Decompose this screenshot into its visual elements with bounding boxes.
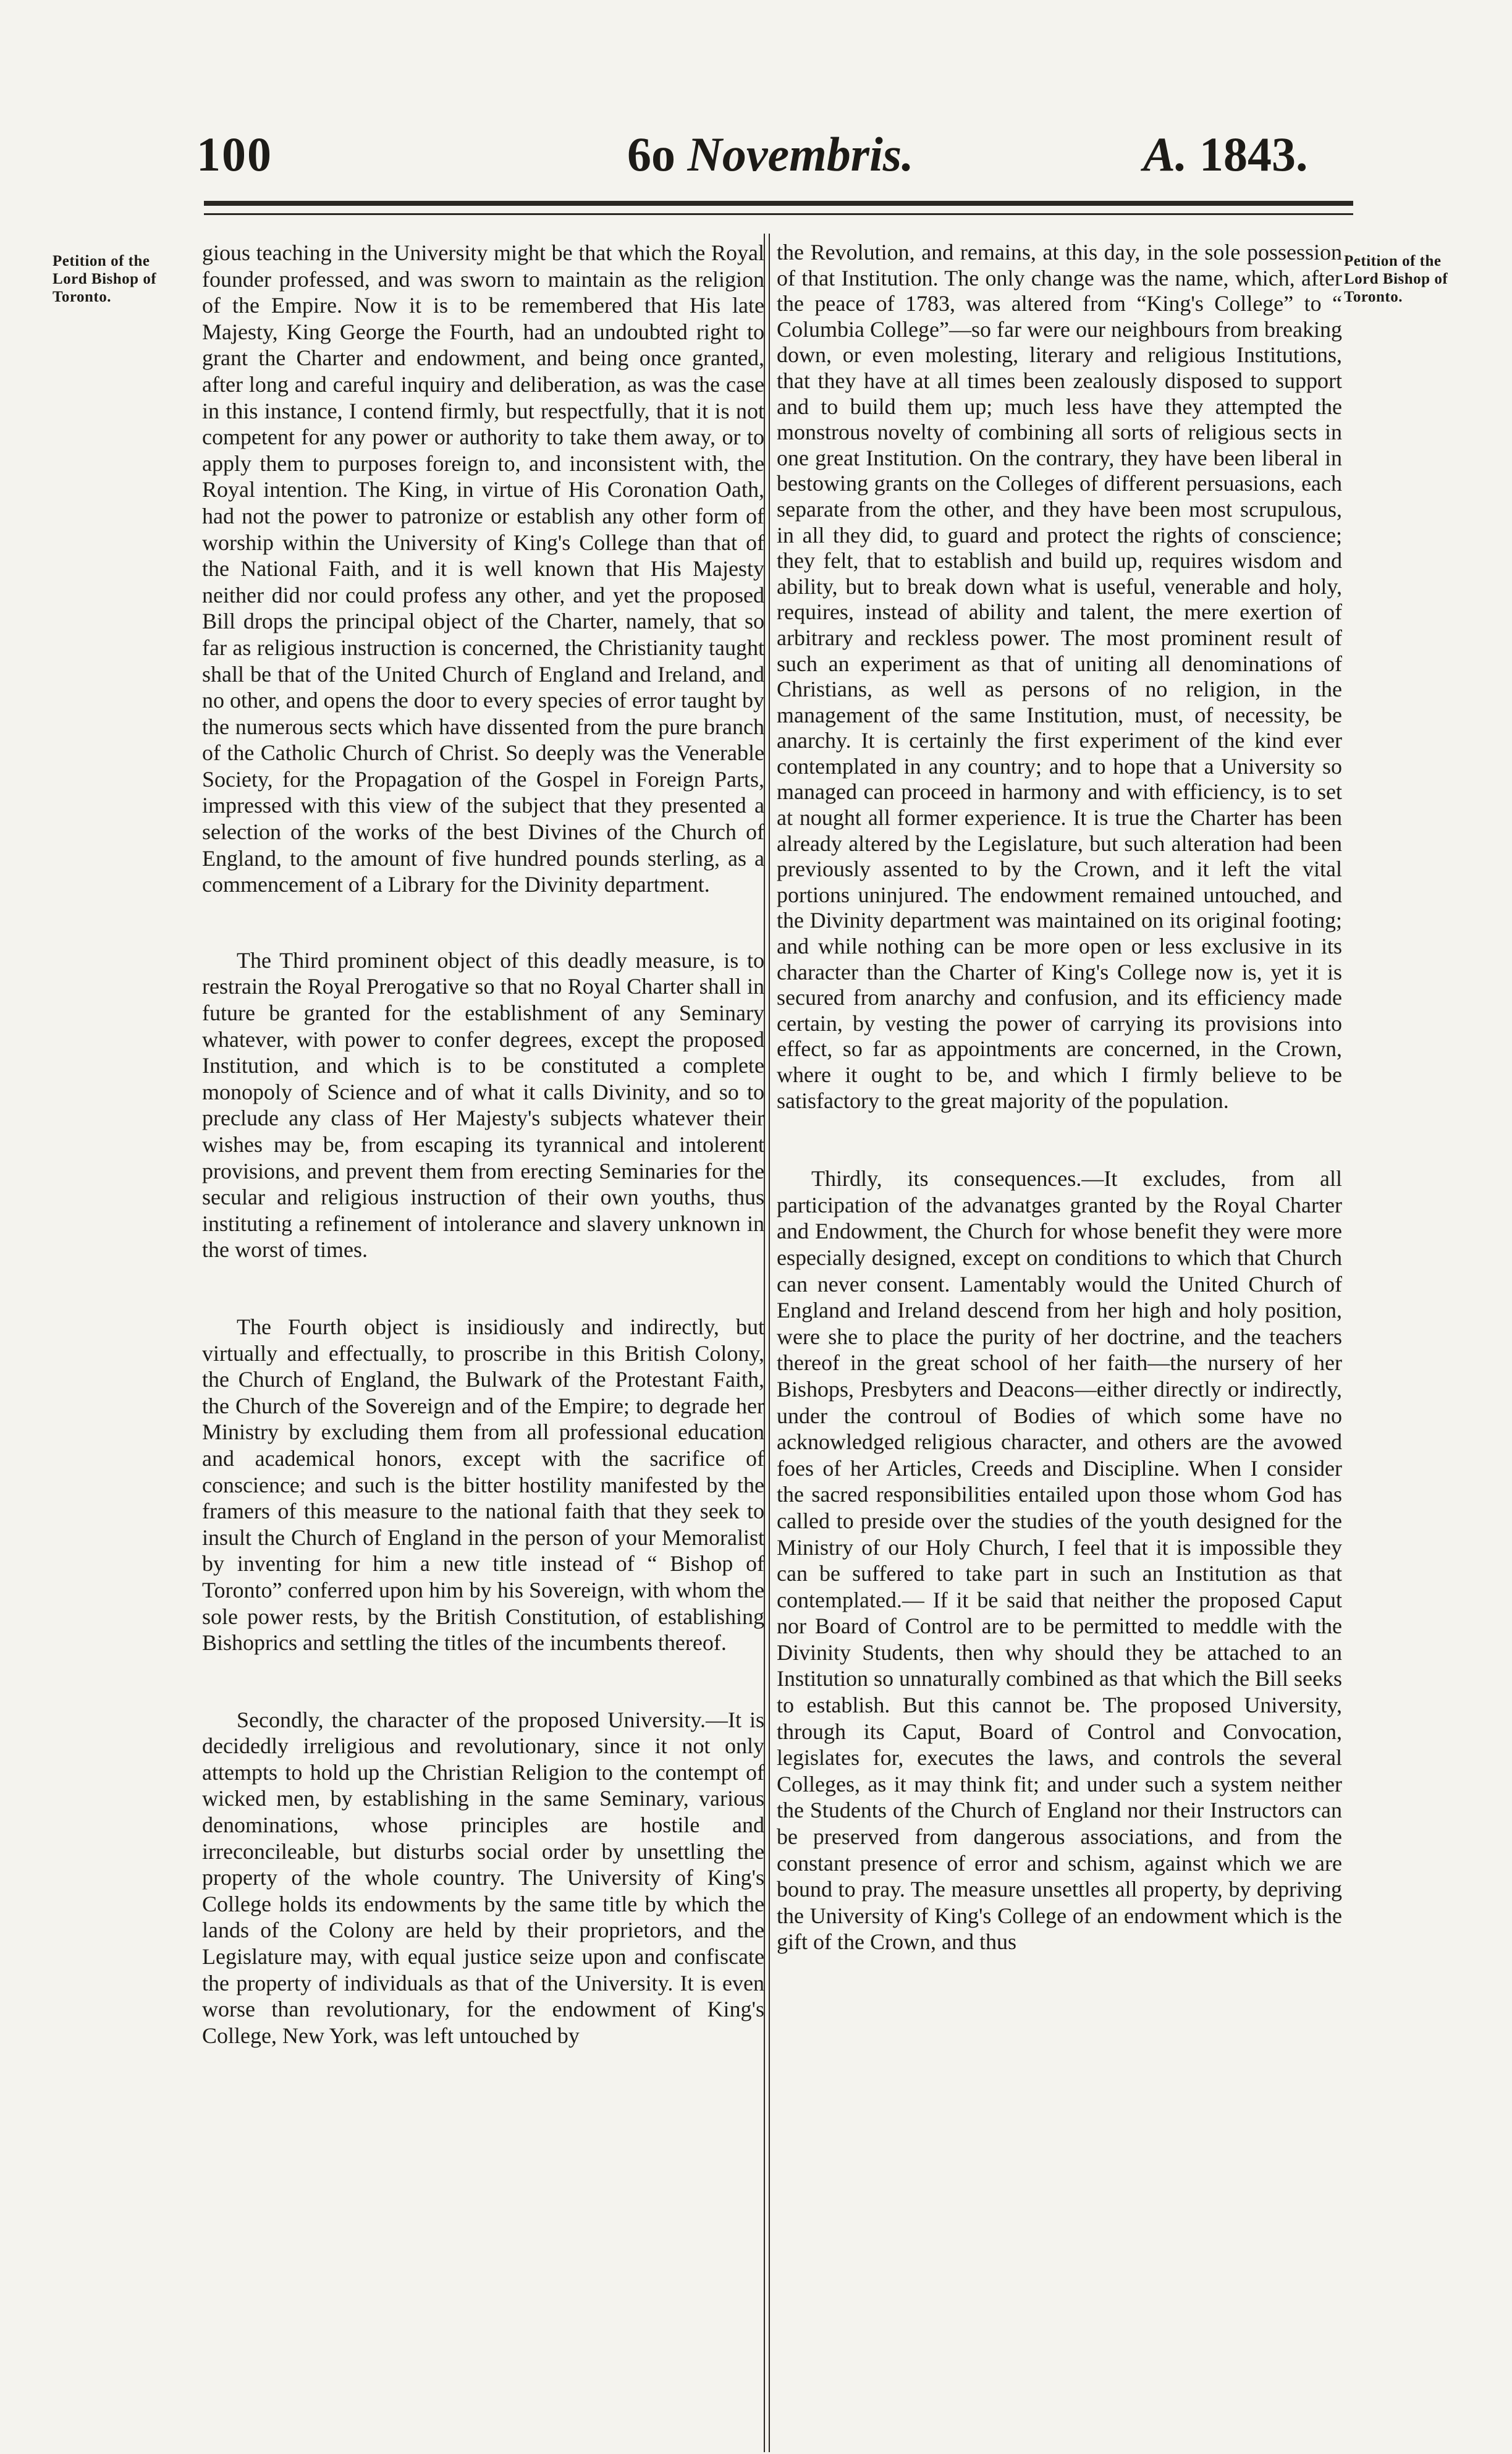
running-header (0, 127, 1512, 213)
left-paragraph-2: The Third prominent object of this deadly measure, is to restrain the Royal Prerogative so that no Royal Charter shall in future be granted for the establishment of any Seminary whatever, with power to confer degrees, except the proposed Institution, and which is to be constituted a complete monopoly of Science and of what it calls Divinity, and so to preclude any class of Her Majesty's subjects whatever their wishes may be, from escaping its tyrannical and intolerent provisions, and prevent them from erecting Seminaries for the secular and religious instruction of their own youths, thus instituting a refinement of intolerance and slavery unknown in the worst of times. (202, 947, 764, 1263)
header-year-number: 1843. (1199, 127, 1308, 181)
left-paragraph-4: Secondly, the character of the proposed University.—It is decidedly irreligious and revolutionary, since it not only attempts to hold up the Christian Religion to the contempt of wicked men, by establishing in the same Seminary, various denominations, whose principles are hostile and irreconcileable, but disturbs social order by unsettling the property of the whole country. The University of King's College holds its endowments by the same title by which the lands of the Colony are held by their proprietors, and the Legislature may, with equal justice seize upon and confiscate the property of individuals as that of the University. It is even worse than revolutionary, for the endowment of King's College, New York, was left untouched by (202, 1707, 764, 2048)
header-rule-thin (204, 213, 1353, 215)
right-paragraph-1: the Revolution, and remains, at this day, in the sole possession of that Institution. The only change was the name, which, after the peace of 1783, was altered from “King's College” to “ Columbia College”—so far were our neighbours from breaking down, or even molesting, literary and religious Institutions, that they have at all times been zealously disposed to support and to build them up; much less have they attempted the monstrous novelty of combining all sorts of religious sects in one great Institution. On the contrary, they have been liberal in bestowing grants on the Colleges of different persuasions, each separate from the other, and they have been most scrupulous, in all they did, to guard and protect the rights of conscience; they felt, that to establish and build up, requires wisdom and ability, but to break down what is useful, venerable and holy, requires, instead of ability and talent, the mere exertion of arbitrary and reckless power. The most prominent result of such an experiment as that of uniting all denominations of Christians, as well as persons of no religion, in the management of the same Institution, must, of necessity, be anarchy. It is certainly the first experiment of the kind ever contemplated in any country; and to hope that a University so managed can proceed in harmony and with efficiency, is to set at nought all former experience. It is true the Charter has been already altered by the Legislature, but such alteration had been previously assented to by the Crown, and it left the vital portions uninjured. The endowment remained untouched, and the Divinity department was maintained on its original footing; and while nothing can be more open or less exclusive in its character than the Charter of King's College now is, yet it is secured from anarchy and confusion, and its efficiency made certain, by vesting the power of carrying its provisions into effect, so far as appointments are concerned, in the Crown, where it ought to be, and which I firmly believe to be satisfactory to the great majority of the population. (777, 240, 1342, 1113)
left-text-column (202, 240, 764, 2049)
header-year-letter: A. (1143, 127, 1188, 181)
header-date (627, 127, 914, 182)
right-paragraph-2: Thirdly, its consequences.—It excludes, from all participation of the advanatges granted by the Royal Charter and Endowment, the Church for whose benefit they were more especially designed, except on conditions to which that Church can never consent. Lamentably would the United Church of England and Ireland descend from her high and holy position, were she to place the purity of her doctrine, and the teachers thereof in the great school of her faith—the nursery of her Bishops, Presbyters and Deacons—either directly or indirectly, under the controul of Bodies of which some have no acknowledged religious character, and others are the avowed foes of her Articles, Creeds and Discipline. When I consider the sacred responsibilities entailed upon those whom God has called to preside over the studies of the youth designed for the Ministry of our Holy Church, I feel that it is impossible they can be suffered to take part in such an Institution as that contemplated.— If it be said that neither the proposed Caput nor Board of Control are to be permitted to meddle with the Divinity Students, then why should they be attached to an Institution so unnaturally combined as that which the Bill seeks to establish. But this cannot be. The proposed University, through its Caput, Board of Control and Convocation, legislates for, executes the laws, and controls the several Colleges, as it may think fit; and under such a system neither the Students of the Church of England nor their Instructors can be preserved from dangerous associations, and from the constant presence of error and schism, against which we are bound to pray. The measure unsettles all property, by depriving the University of King's College of an endowment which is the gift of the Crown, and thus (777, 1166, 1342, 1955)
left-margin-note: Petition of the Lord Bishop of Toronto. (53, 253, 157, 305)
right-text-column (777, 240, 1342, 1955)
header-rule-thick (204, 201, 1353, 206)
header-date-day: 6o (627, 127, 675, 181)
header-date-month: Novembris. (687, 127, 914, 181)
column-divider-right-line (769, 234, 770, 2452)
header-year (1143, 127, 1308, 182)
left-paragraph-3: The Fourth object is insidiously and indirectly, but virtually and effectually, to proscribe in this British Colony, the Church of England, the Bulwark of the Protestant Faith, the Church of the Sovereign and of the Empire; to degrade her Ministry by excluding them from all professional education and academical honors, except with the sacrifice of conscience; and such is the bitter hostility manifested by the framers of this measure to the national faith that they seek to insult the Church of England in the person of your Memoralist by inventing for him a new title instead of “ Bishop of Toronto” conferred upon him by his Sovereign, with whom the sole power rests, by the British Constitution, of establishing Bishoprics and settling the titles of the incumbents thereof. (202, 1314, 764, 1656)
page-number: 100 (196, 127, 272, 181)
left-paragraph-1: gious teaching in the University might be that which the Royal founder professed, and was sworn to maintain as the religion of the Empire. Now it is to be remembered that His late Majesty, King George the Fourth, had an undoubted right to grant the Charter and endowment, and being once granted, after long and careful inquiry and deliberation, as was the case in this instance, I contend firmly, but respectfully, that it is not competent for any power or authority to take them away, or to apply them to purposes foreign to, and inconsistent with, the Royal intention. The King, in virtue of His Coronation Oath, had not the power to patronize or establish any other form of worship within the University of King's College than that of the National Faith, and it is well known that His Majesty neither did nor could profess any other, and yet the proposed Bill drops the principal object of the Charter, namely, that so far as religious instruction is concerned, the Christianity taught shall be that of the United Church of England and Ireland, and no other, and opens the door to every species of error taught by the numerous sects which have dissented from the pure branch of the Catholic Church of Christ. So deeply was the Venerable Society, for the Propagation of the Gospel in Foreign Parts, impressed with this view of the subject that they presented a selection of the works of the best Divines of the Church of England, to the amount of five hundred pounds sterling, as a commencement of a Library for the Divinity department. (202, 240, 764, 897)
right-margin-note: Petition of the Lord Bishop of Toronto. (1344, 253, 1448, 305)
